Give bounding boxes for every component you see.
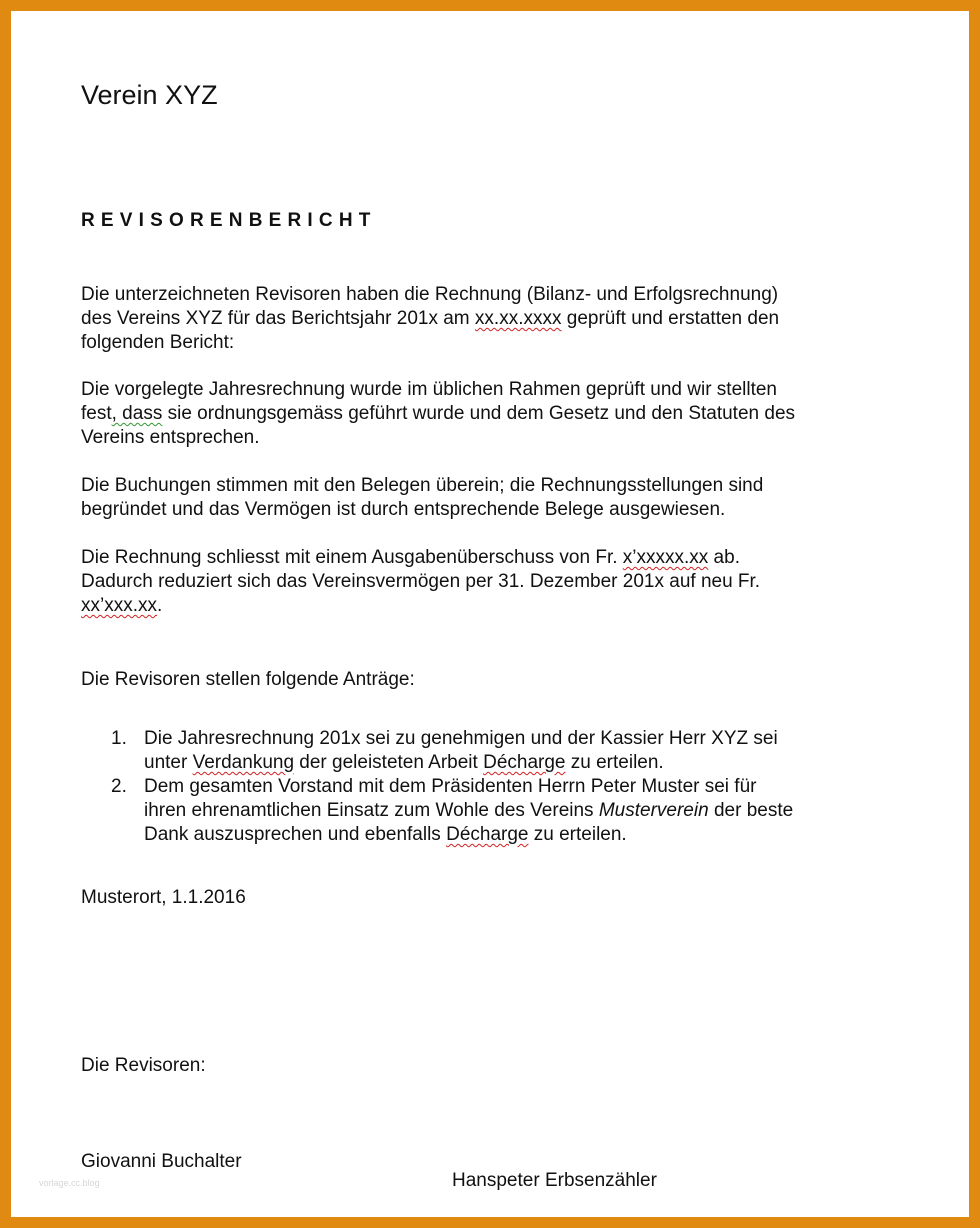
paragraph-bookings	[81, 474, 891, 522]
signatory-right: Hanspeter Erbsenzähler	[452, 1170, 657, 1191]
signatory-left: Giovanni Buchalter	[81, 1151, 242, 1172]
spellcheck-flag: x’xxxxx.xx	[622, 547, 709, 568]
organization-name: Verein XYZ	[81, 80, 218, 110]
text-line: begründet und das Vermögen ist durch entsprechende Belege ausgewiesen.	[81, 499, 726, 520]
text-line: des Vereins XYZ für das Berichtsjahr 201x am xx.xx.xxxx geprüft und erstatten den	[81, 308, 780, 329]
spellcheck-flag: Décharge	[446, 824, 529, 845]
list-item: 2. Dem gesamten Vorstand mit dem Präsidenten Herrn Peter Muster sei für ihren ehrenamtlichen Einsatz zum Wohle des Vereins Musterverein der beste Dank auszusprechen und ebenfalls Décharge zu erteilen.	[111, 776, 794, 845]
text-line: folgenden Bericht:	[81, 332, 235, 353]
text-line: Die Buchungen stimmen mit den Belegen überein; die Rechnungsstellungen sind	[81, 475, 764, 496]
document-page	[11, 11, 969, 1217]
spellcheck-flag: Verdankung	[192, 752, 295, 773]
watermark-text: vorlage.cc.blog	[39, 1178, 100, 1188]
motions-intro: Die Revisoren stellen folgende Anträge:	[81, 669, 415, 690]
spellcheck-flag: xx.xx.xxxx	[474, 308, 562, 329]
list-number: 1.	[111, 728, 127, 749]
text-line: xx’xxx.xx.	[81, 595, 163, 616]
text-line: fest, dass sie ordnungsgemäss geführt wurde und dem Gesetz und den Statuten des	[81, 403, 796, 424]
text-line: Die Rechnung schliesst mit einem Ausgabenüberschuss von Fr. x’xxxxx.xx ab.	[81, 547, 740, 568]
grammar-flag: , dass	[111, 403, 163, 424]
emphasis-text: Musterverein	[598, 800, 709, 821]
place-date: Musterort, 1.1.2016	[81, 887, 246, 908]
motions-list	[81, 727, 793, 847]
text-line: Die vorgelegte Jahresrechnung wurde im üblichen Rahmen geprüft und wir stellten	[81, 379, 777, 400]
report-heading: REVISORENBERICHT	[81, 210, 377, 231]
paragraph-result	[81, 546, 891, 618]
spellcheck-flag: xx’xxx.xx	[81, 595, 157, 616]
paragraph-review	[81, 378, 891, 450]
list-item: 1. Die Jahresrechnung 201x sei zu genehmigen und der Kassier Herr XYZ sei unter Verdankung der geleisteten Arbeit Décharge zu erteilen.	[111, 728, 778, 773]
list-number: 2.	[111, 776, 127, 797]
text-line: Die unterzeichneten Revisoren haben die Rechnung (Bilanz- und Erfolgsrechnung)	[81, 284, 779, 305]
spellcheck-flag: Décharge	[483, 752, 566, 773]
paragraph-intro	[81, 283, 891, 355]
text-line: Dadurch reduziert sich das Vereinsvermögen per 31. Dezember 201x auf neu Fr.	[81, 571, 761, 592]
auditors-label: Die Revisoren:	[81, 1055, 206, 1076]
text-line: Vereins entsprechen.	[81, 427, 260, 448]
